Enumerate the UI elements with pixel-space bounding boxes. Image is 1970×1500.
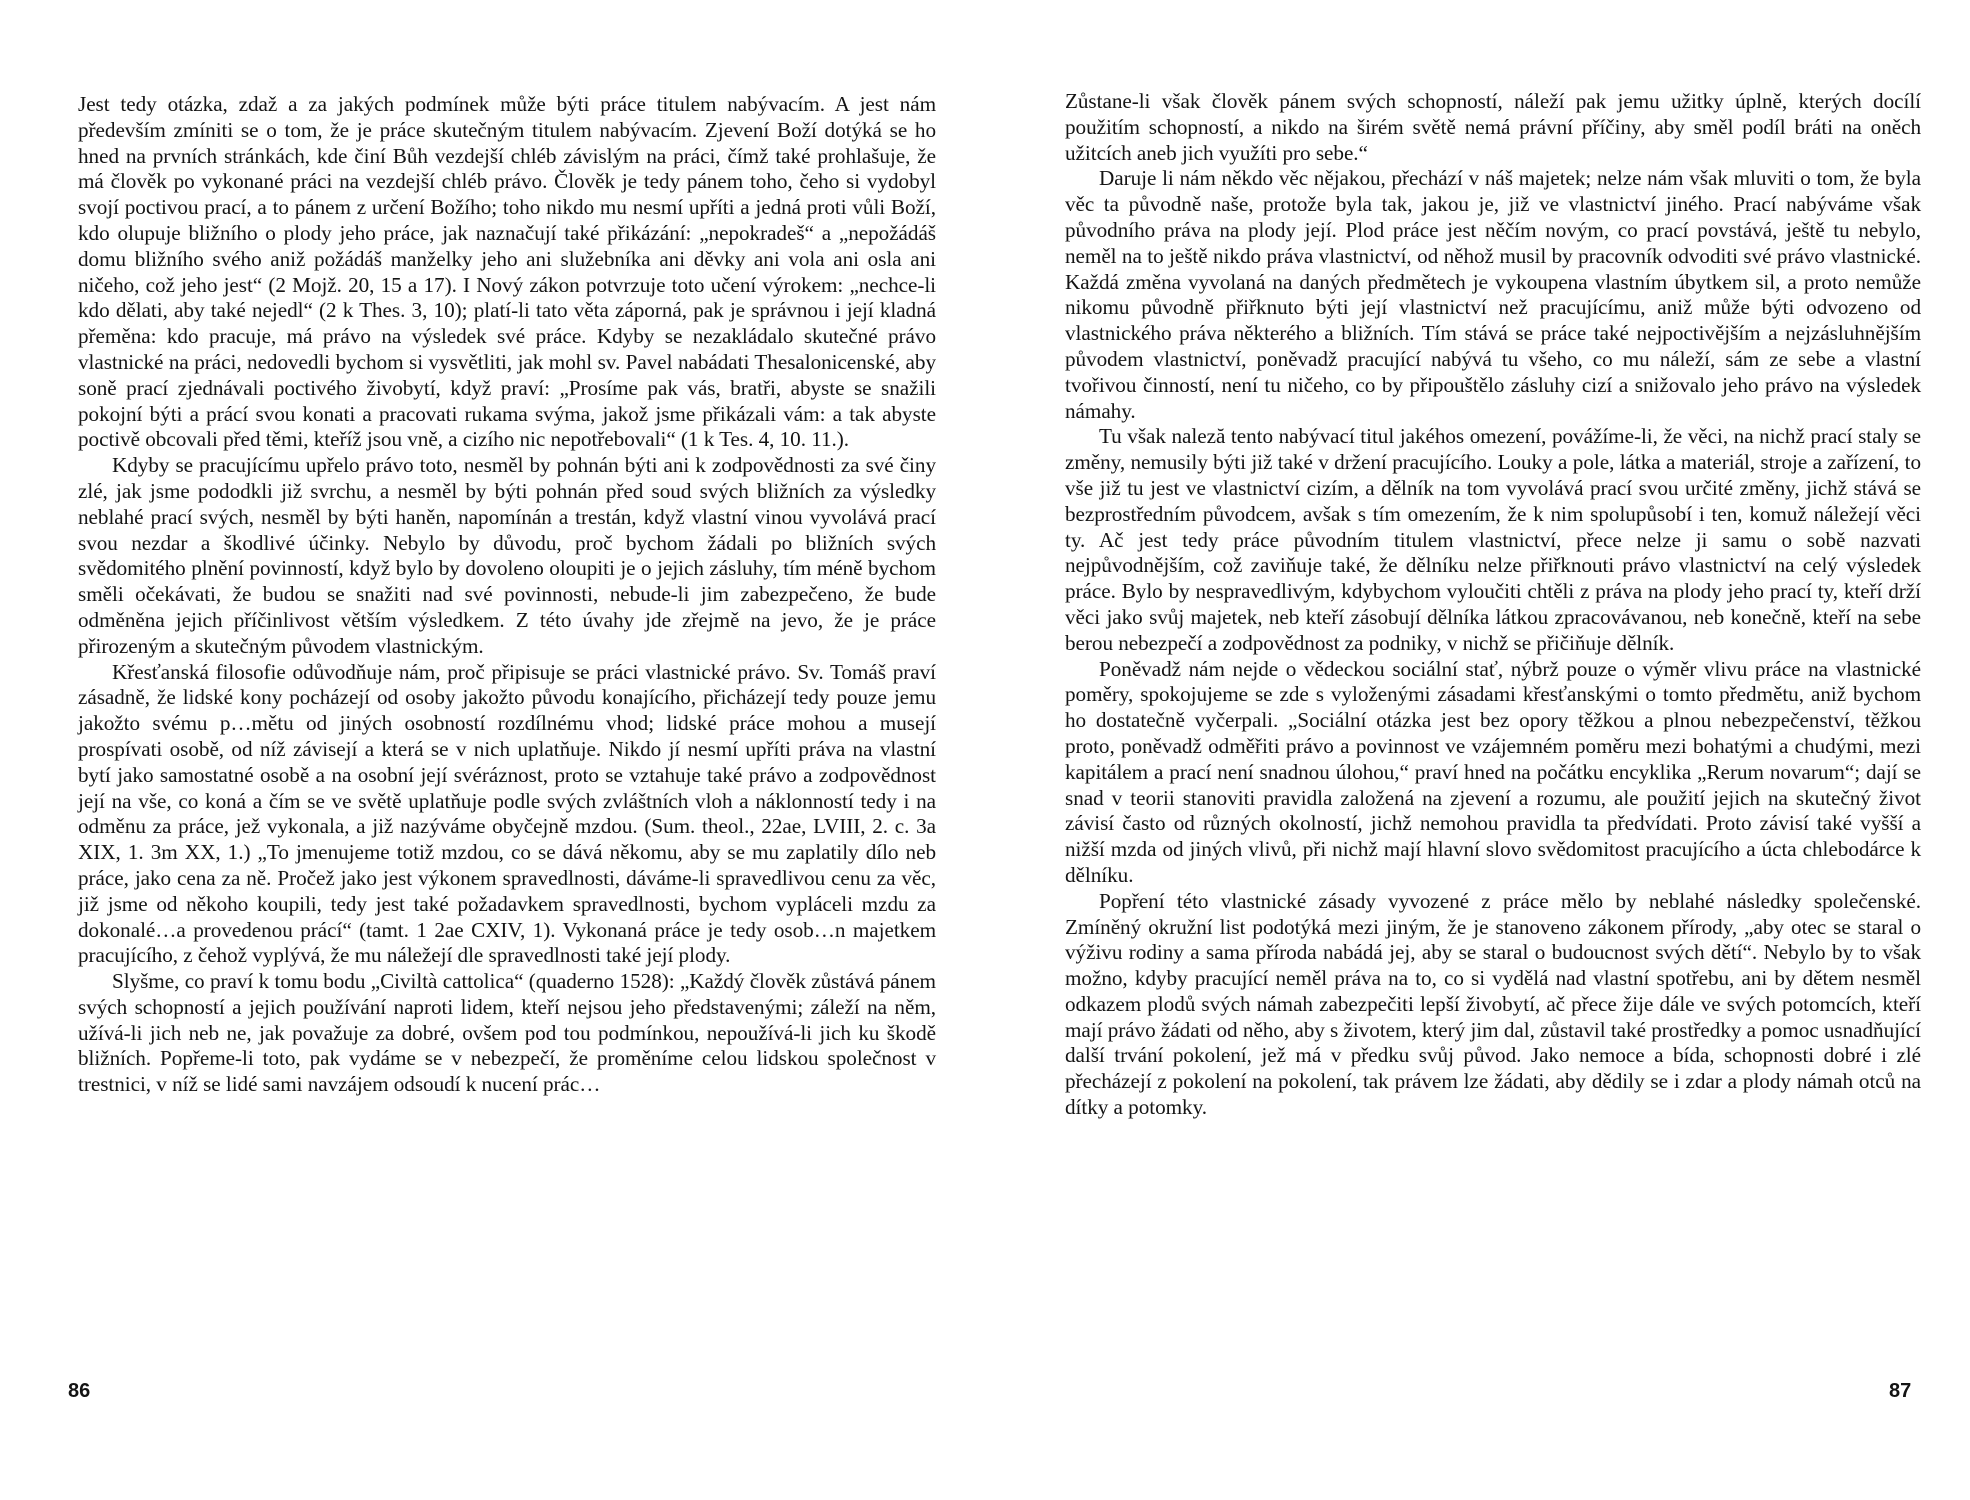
paragraph: Kdyby se pracujícímu upřelo právo toto, nesměl by pohnán býti ani k zodpovědnosti za své činy zlé, jak jsme pododkli již svrchu, a nesměl by býti pohnán před soud svých bližních za výsledky neblahé prací svých, nesměl by býti haněn, napomínán a trestán, když vlastní vinou vyvolává prací svou nezdar a škodlivé účinky. Nebylo by důvodu, proč bychom žádali po bližních svých svědomitého plnění povinností, když bylo by dovoleno oloupiti je o jejich zásluhy, tím méně bychom směli očekávati, že budou se snažiti nad své povinnosti, nebude-li jim zabezpečeno, že bude odměněna jejich příčinlivost větším výsledkem. Z této úvahy jde zřejmě na jevo, že je práce přirozeným a skutečným původem vlastnickým. [78, 453, 936, 658]
page-number: 86 [68, 1380, 91, 1402]
paragraph: Tu však naleză tento nabývací titul jakéhos omezení, povážíme-li, že věci, na nichž prací staly se změny, nemusily býti již také v držení pracujícího. Louky a pole, látka a materiál, stroje a zařízení, to vše již tu jest ve vlastnictví cizím, a dělník na tom vyvolává prací svou určité změny, jichž stává se bezprostředním původcem, avšak s tím omezením, že k nim spolupůsobí i ten, komuž náležejí věci ty. Ač jest tedy práce původním titulem vlastnictví, přece nelze ji samu o sobě nazvati nejpůvodnějším, což zaviňuje také, že dělníku nelze přiřknouti právo vlastnictví na celý výsledek práce. Bylo by nespravedlivým, kdybychom vyloučiti chtěli z práva na plody jeho prací ty, kteří drží věci jako svůj majetek, neb kteří zásobují dělníka látkou zpracovávanou, neb konečně, kteří na sebe berou nebezpečí a zodpovědnost za podniky, v nichž se přičiňuje dělník. [1065, 424, 1921, 655]
paragraph: Daruje li nám někdo věc nějakou, přechází v náš majetek; nelze nám však mluviti o tom, že byla věc ta původně naše, protože byla tak, jakou je, již ve vlastnictví jiného. Prací nabýváme však původního práva na plody její. Plod práce jest něčím novým, co prací povstává, ještě tu nebylo, neměl na to ještě nikdo práva vlastnictví, od něhož musil by pracovník odvoditi své právo vlastnické. Každá změna vyvolaná na daných předmětech je vykoupena vlastním úbytkem sil, a proto nemůže nikomu původně přiřknuto býti její vlastnictví než pracujícímu, aniž může býti odvozeno od vlastnického práva některého a bližních. Tím stává se práce také nejpoctivějším a nejzásluhnějším původem vlastnictví, poněvadž pracující nabývá tu všeho, co mu náleží, sám ze sebe a vlastní tvořivou činností, není tu ničeho, co by připouštělo zásluhy cizí a snižovalo jeho právo na výsledek námahy. [1065, 166, 1921, 423]
left-page-text [78, 92, 936, 1098]
page-number: 87 [1889, 1380, 1912, 1402]
paragraph: Jest tedy otázka, zdaž a za jakých podmínek může býti práce titulem nabývacím. A jest nám především zmíniti se o tom, že je práce skutečným titulem nabývacím. Zjevení Boží dotýká se ho hned na prvních stránkách, kde činí Bůh vezdejší chléb závislým na práci, čímž také prohlašuje, že má člověk po vykonané práci na vezdejší chléb právo. Člověk je tedy pánem toho, čeho si vydobyl svojí poctivou prací, a to pánem z určení Božího; toho nikdo mu nesmí upříti a jedná proti vůli Boží, kdo olupuje bližního o plody jeho práce, jak naznačují také přikázání: „nepokradeš“ a „nepožádáš domu bližního svého aniž požádáš manželky jeho ani služebníka ani děvky ani vola ani osla ani ničeho, což jeho jest“ (2 Mojž. 20, 15 a 17). I Nový zákon potvrzuje toto učení výrokem: „nechce-li kdo dělati, aby také nejedl“ (2 k Thes. 3, 10); platí-li tato věta záporná, pak je správnou i její kladná přeměna: kdo pracuje, má právo na výsledek své práce. Kdyby se nezakládalo skutečné právo vlastnické na práci, nedovedli bychom si vysvětliti, jak mohl sv. Pavel nabádati Thesalonicenské, aby soně prací zjednávali poctivého živobytí, když praví: „Prosíme pak vás, bratři, abyste se snažili pokojní býti a prácí svou konati a pracovati rukama svýma, jakož jsme přikázali vám: a tak abyste poctivě obcovali před těmi, kteříž jsou vně, a cizího nic nepotřebovali“ (1 k Tes. 4, 10. 11.). [78, 92, 936, 452]
paragraph: Křesťanská filosofie odůvodňuje nám, proč připisuje se práci vlastnické právo. Sv. Tomáš praví zásadně, že lidské kony pocházejí od osoby jakožto původu konajícího, přicházejí tedy pouze jemu jakožto svému p…mětu od jiných osobností rozdílnému vhod; lidské práce mohou a musejí prospívati osobě, od níž závisejí a která se v nich uplatňuje. Nikdo jí nesmí upříti práva na vlastní bytí jako samostatné osobě a na osobní její svéráznost, proto se vztahuje také právo a zodpovědnost její na vše, co koná a čím se ve světě uplatňuje podle svých zvláštních vloh a náklonností tedy i na odměnu za práce, jež vykonala, a již nazýváme obyčejně mzdou. (Sum. theol., 22ae, LVIII, 2. c. 3a XIX, 1. 3m XX, 1.) „To jmenujeme totiž mzdou, co se dává někomu, aby se mu zaplatily dílo neb práce, jako cena za ně. Pročež jako jest výkonem spravedlnosti, dáváme-li spravedlivou cenu za věc, již jsme od někoho koupili, tedy jest také požadavkem spravedlnosti, bychom vypláceli mzdu za dokonalé…a provedenou prácí“ (tamt. 1 2ae CXIV, 1). Vykonaná práce je tedy osob…n majetkem pracujícího, z čehož vyplývá, že mu náležejí dle spravedlnosti také její plody. [78, 659, 936, 968]
right-page-text [1065, 89, 1921, 1121]
paragraph: Slyšme, co praví k tomu bodu „Civiltà cattolica“ (quaderno 1528): „Každý člověk zůstává pánem svých schopností a jejich používání naproti lidem, kteří nejsou jeho představenými; záleží na něm, užívá-li jich neb ne, jak považuje za dobré, ovšem pod tou podmínkou, nepoužívá-li jich ku škodě bližních. Popřeme-li toto, pak vydáme se v nebezpečí, že proměníme celou lidskou společnost v trestnici, v níž se lidé sami navzájem odsoudí k nucení prác… [78, 969, 936, 1097]
right-page [985, 0, 1970, 1500]
paragraph: Poněvadž nám nejde o vědeckou sociální stať, nýbrž pouze o výměr vlivu práce na vlastnické poměry, spokojujeme se zde s vyloženými zásadami křesťanskými o tomto předmětu, aniž bychom ho dostatečně vyčerpali. „Sociální otázka jest bez opory těžkou a plnou nebezpečenství, těžkou proto, poněvadž odměřiti právo a povinnost ve vzájemném poměru mezi bohatými a chudými, mezi kapitálem a prací není snadnou úlohou,“ praví hned na počátku encyklika „Rerum novarum“; dají se snad v teorii stanoviti pravidla založená na zjevení a rozumu, ale použití jejich na skutečný život závisí často od různých okolností, jichž nemohou pravidla ta předvídati. Proto závisí také vyšší a nižší mzda od jiných vlivů, při nichž mají hlavní slovo svědomitost pracujícího a úcta chlebodárce k dělníku. [1065, 656, 1921, 887]
paragraph: Zůstane-li však člověk pánem svých schopností, náleží pak jemu užitky úplně, kterých docílí použitím schopností, a nikdo na širém světě nemá právní příčiny, aby směl podíl bráti na oněch užitcích aneb jich využíti pro sebe.“ [1065, 89, 1921, 165]
paragraph: Popření této vlastnické zásady vyvozené z práce mělo by neblahé následky společenské. Zmíněný okružní list podotýká mezi jiným, že je stanoveno zákonem přírody, „aby otec se staral o výživu rodiny a sama příroda nabádá jej, aby se staral o budoucnost svých dětí“. Nebylo by to však možno, kdyby pracující neměl práva na to, co si vydělá nad vlastní spotřebu, ani by dětem nesměl odkazem plodů svých námah zabezpečiti lepší živobytí, ač přece žije dále ve svých potomcích, kteří mají právo žádati od něho, aby s životem, který jim dal, zůstavil také prostředky a pomoc usnadňující další trvání pokolení, jež má v předku svůj původ. Jako nemoce a bída, schopnosti dobré i zlé přecházejí z pokolení na pokolení, tak právem lze žádati, aby dědily se i zdar a plody námah otců na dítky a potomky. [1065, 888, 1921, 1120]
